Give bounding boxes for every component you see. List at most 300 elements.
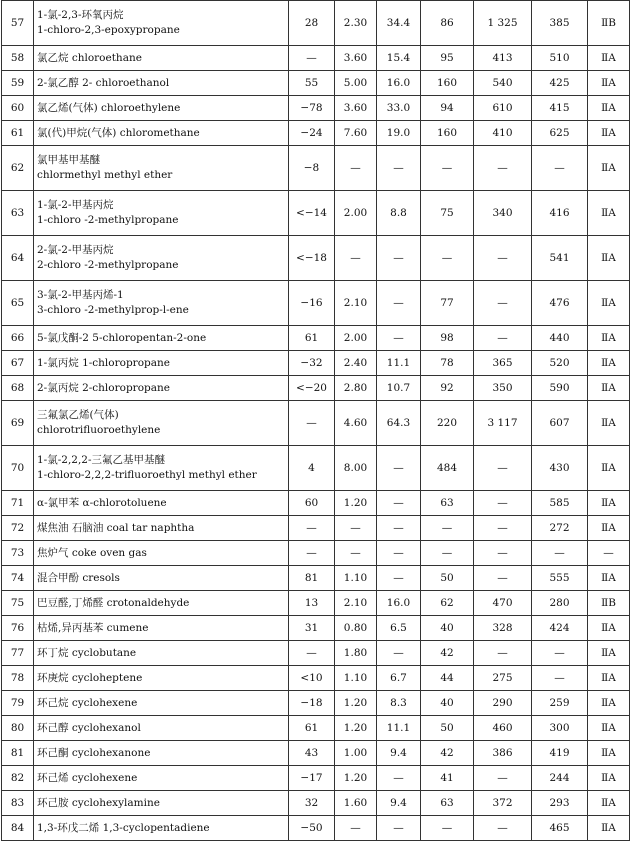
- upper-limit-cell: —: [377, 641, 421, 666]
- flash-point-cell: 13: [289, 591, 335, 616]
- flash-point-cell: 4: [289, 446, 335, 491]
- table-row: [2, 491, 630, 516]
- substance-name-cell: [34, 376, 289, 401]
- substance-name-cell: [34, 281, 289, 326]
- upper-limit-cell: —: [377, 766, 421, 791]
- group-class-cell: ⅡA: [588, 236, 630, 281]
- lower-density-cell: 50: [421, 716, 474, 741]
- lower-density-cell: 95: [421, 46, 474, 71]
- lower-density-cell: 41: [421, 766, 474, 791]
- ignition-temp-cell: 510: [532, 46, 588, 71]
- lower-density-cell: 40: [421, 691, 474, 716]
- lower-limit-cell: 2.30: [335, 1, 377, 46]
- group-class-cell: ⅡA: [588, 96, 630, 121]
- substance-name-line: 2-氯-2-甲基丙烷: [37, 244, 114, 256]
- upper-density-cell: 413: [474, 46, 532, 71]
- substance-english-name-line: 1-chloro-2,2,2-trifluoroethyl methyl ether: [37, 469, 257, 481]
- row-number-cell: 66: [2, 326, 34, 351]
- lower-density-cell: 98: [421, 326, 474, 351]
- ignition-temp-cell: 425: [532, 71, 588, 96]
- lower-limit-cell: 1.60: [335, 791, 377, 816]
- substance-name-line: 枯烯,异丙基苯 cumene: [37, 621, 149, 634]
- lower-limit-cell: 2.10: [335, 281, 377, 326]
- group-class-cell: ⅡA: [588, 351, 630, 376]
- lower-limit-cell: 8.00: [335, 446, 377, 491]
- upper-limit-cell: —: [377, 541, 421, 566]
- row-number-cell: 57: [2, 1, 34, 46]
- flash-point-cell: 61: [289, 326, 335, 351]
- substance-name-cell: [34, 191, 289, 236]
- substance-name-cell: [34, 236, 289, 281]
- ignition-temp-cell: 416: [532, 191, 588, 236]
- group-class-cell: ⅡA: [588, 326, 630, 351]
- group-class-cell: ⅡA: [588, 691, 630, 716]
- lower-density-cell: 92: [421, 376, 474, 401]
- row-number-cell: 62: [2, 146, 34, 191]
- upper-density-cell: 328: [474, 616, 532, 641]
- substance-name-cell: [34, 71, 289, 96]
- substance-name-line: 混合甲酚 cresols: [37, 571, 120, 584]
- upper-density-cell: —: [474, 816, 532, 841]
- upper-density-cell: 340: [474, 191, 532, 236]
- row-number-cell: 75: [2, 591, 34, 616]
- ignition-temp-cell: 419: [532, 741, 588, 766]
- table-row: [2, 191, 630, 236]
- substance-name-cell: [34, 566, 289, 591]
- substance-name-cell: [34, 146, 289, 191]
- substance-english-name-line: 3-chloro -2-methylprop-l-ene: [37, 304, 189, 316]
- lower-density-cell: 160: [421, 71, 474, 96]
- upper-density-cell: 610: [474, 96, 532, 121]
- lower-limit-cell: 3.60: [335, 96, 377, 121]
- upper-limit-cell: 11.1: [377, 716, 421, 741]
- lower-limit-cell: —: [335, 816, 377, 841]
- row-number-cell: 65: [2, 281, 34, 326]
- group-class-cell: ⅡA: [588, 376, 630, 401]
- row-number-cell: 81: [2, 741, 34, 766]
- substance-name-line: 1-氯丙烷 1-chloropropane: [37, 356, 170, 369]
- ignition-temp-cell: 244: [532, 766, 588, 791]
- flash-point-cell: −32: [289, 351, 335, 376]
- group-class-cell: ⅡB: [588, 1, 630, 46]
- substance-name-cell: [34, 46, 289, 71]
- flash-point-cell: —: [289, 401, 335, 446]
- row-number-cell: 67: [2, 351, 34, 376]
- table-row: [2, 816, 630, 841]
- substance-name-cell: [34, 691, 289, 716]
- table-row: [2, 716, 630, 741]
- upper-density-cell: 410: [474, 121, 532, 146]
- table-row: [2, 121, 630, 146]
- substance-name-cell: [34, 716, 289, 741]
- flash-point-cell: <−18: [289, 236, 335, 281]
- lower-limit-cell: 2.10: [335, 591, 377, 616]
- upper-density-cell: 350: [474, 376, 532, 401]
- ignition-temp-cell: —: [532, 541, 588, 566]
- substance-english-name-line: 2-chloro -2-methylpropane: [37, 259, 179, 271]
- table-row: [2, 766, 630, 791]
- table-row: [2, 236, 630, 281]
- substance-name-cell: [34, 401, 289, 446]
- substance-name-line: 氯(代)甲烷(气体) chloromethane: [37, 126, 200, 139]
- upper-density-cell: 1 325: [474, 1, 532, 46]
- lower-limit-cell: 0.80: [335, 616, 377, 641]
- ignition-temp-cell: 272: [532, 516, 588, 541]
- lower-limit-cell: 1.00: [335, 741, 377, 766]
- substance-name-cell: [34, 96, 289, 121]
- group-class-cell: ⅡA: [588, 71, 630, 96]
- upper-limit-cell: —: [377, 446, 421, 491]
- table-row: [2, 666, 630, 691]
- ignition-temp-cell: 385: [532, 1, 588, 46]
- chemical-properties-table: [1, 0, 630, 841]
- upper-density-cell: —: [474, 641, 532, 666]
- upper-density-cell: —: [474, 281, 532, 326]
- lower-density-cell: 94: [421, 96, 474, 121]
- substance-name-line: 环丁烷 cyclobutane: [37, 646, 137, 659]
- ignition-temp-cell: 415: [532, 96, 588, 121]
- upper-density-cell: 290: [474, 691, 532, 716]
- ignition-temp-cell: 585: [532, 491, 588, 516]
- lower-density-cell: —: [421, 516, 474, 541]
- substance-name-line: 5-氯戊酮-2 5-chloropentan-2-one: [37, 331, 207, 344]
- upper-limit-cell: —: [377, 236, 421, 281]
- lower-limit-cell: —: [335, 516, 377, 541]
- substance-name-line: 三氟氯乙烯(气体): [37, 409, 119, 421]
- group-class-cell: ⅡA: [588, 46, 630, 71]
- upper-density-cell: 460: [474, 716, 532, 741]
- substance-name-line: 焦炉气 coke oven gas: [37, 546, 147, 559]
- ignition-temp-cell: 625: [532, 121, 588, 146]
- lower-density-cell: 160: [421, 121, 474, 146]
- group-class-cell: ⅡA: [588, 741, 630, 766]
- substance-name-cell: [34, 591, 289, 616]
- table-row: [2, 326, 630, 351]
- lower-limit-cell: 1.20: [335, 766, 377, 791]
- table-row: [2, 741, 630, 766]
- lower-density-cell: 42: [421, 741, 474, 766]
- flash-point-cell: <−20: [289, 376, 335, 401]
- ignition-temp-cell: 465: [532, 816, 588, 841]
- table-row: [2, 791, 630, 816]
- lower-limit-cell: 1.10: [335, 566, 377, 591]
- group-class-cell: ⅡA: [588, 281, 630, 326]
- lower-density-cell: 220: [421, 401, 474, 446]
- ignition-temp-cell: 430: [532, 446, 588, 491]
- upper-density-cell: 372: [474, 791, 532, 816]
- ignition-temp-cell: 300: [532, 716, 588, 741]
- row-number-cell: 77: [2, 641, 34, 666]
- substance-name-line: 氯乙烷 chloroethane: [37, 51, 142, 64]
- group-class-cell: ⅡA: [588, 716, 630, 741]
- group-class-cell: ⅡA: [588, 121, 630, 146]
- row-number-cell: 61: [2, 121, 34, 146]
- table-row: [2, 566, 630, 591]
- lower-density-cell: —: [421, 236, 474, 281]
- table-row: [2, 46, 630, 71]
- row-number-cell: 64: [2, 236, 34, 281]
- ignition-temp-cell: 590: [532, 376, 588, 401]
- upper-limit-cell: 10.7: [377, 376, 421, 401]
- lower-density-cell: 75: [421, 191, 474, 236]
- lower-limit-cell: 2.80: [335, 376, 377, 401]
- upper-limit-cell: —: [377, 146, 421, 191]
- lower-limit-cell: 1.20: [335, 716, 377, 741]
- substance-name-line: 3-氯-2-甲基丙烯-1: [37, 289, 124, 301]
- flash-point-cell: −78: [289, 96, 335, 121]
- group-class-cell: ⅡA: [588, 446, 630, 491]
- substance-name-cell: [34, 766, 289, 791]
- row-number-cell: 69: [2, 401, 34, 446]
- lower-density-cell: 63: [421, 491, 474, 516]
- group-class-cell: ⅡA: [588, 566, 630, 591]
- table-row: [2, 401, 630, 446]
- substance-english-name-line: chlormethyl methyl ether: [37, 169, 173, 181]
- ignition-temp-cell: —: [532, 666, 588, 691]
- upper-limit-cell: 6.5: [377, 616, 421, 641]
- substance-name-line: 煤焦油 石脑油 coal tar naphtha: [37, 521, 195, 534]
- row-number-cell: 83: [2, 791, 34, 816]
- substance-name-line: 环己醇 cyclohexanol: [37, 721, 141, 734]
- substance-name-line: 巴豆醛,丁烯醛 crotonaldehyde: [37, 596, 190, 609]
- upper-limit-cell: —: [377, 281, 421, 326]
- table-row: [2, 376, 630, 401]
- table-row: [2, 1, 630, 46]
- group-class-cell: ⅡA: [588, 191, 630, 236]
- table-row: [2, 541, 630, 566]
- lower-density-cell: —: [421, 541, 474, 566]
- row-number-cell: 82: [2, 766, 34, 791]
- flash-point-cell: 31: [289, 616, 335, 641]
- substance-name-line: 环己烯 cyclohexene: [37, 771, 138, 784]
- upper-limit-cell: 15.4: [377, 46, 421, 71]
- flash-point-cell: −24: [289, 121, 335, 146]
- upper-density-cell: —: [474, 491, 532, 516]
- substance-name-line: 1-氯-2,3-环氧丙烷: [37, 9, 124, 21]
- ignition-temp-cell: —: [532, 146, 588, 191]
- lower-density-cell: —: [421, 816, 474, 841]
- row-number-cell: 70: [2, 446, 34, 491]
- lower-limit-cell: 2.40: [335, 351, 377, 376]
- substance-name-line: 1-氯-2,2,2-三氟乙基甲基醚: [37, 454, 166, 466]
- substance-english-name-line: 1-chloro -2-methylpropane: [37, 214, 179, 226]
- upper-limit-cell: —: [377, 516, 421, 541]
- substance-name-cell: [34, 326, 289, 351]
- ignition-temp-cell: 293: [532, 791, 588, 816]
- substance-english-name-line: chlorotrifluoroethylene: [37, 424, 161, 436]
- upper-limit-cell: 8.8: [377, 191, 421, 236]
- table-body: [2, 1, 630, 841]
- group-class-cell: ⅡA: [588, 401, 630, 446]
- substance-name-cell: [34, 791, 289, 816]
- upper-limit-cell: 6.7: [377, 666, 421, 691]
- ignition-temp-cell: 440: [532, 326, 588, 351]
- row-number-cell: 68: [2, 376, 34, 401]
- substance-name-cell: [34, 641, 289, 666]
- substance-name-line: 1,3-环戊二烯 1,3-cyclopentadiene: [37, 821, 210, 834]
- upper-limit-cell: 16.0: [377, 591, 421, 616]
- upper-limit-cell: 19.0: [377, 121, 421, 146]
- flash-point-cell: <10: [289, 666, 335, 691]
- lower-density-cell: 77: [421, 281, 474, 326]
- upper-density-cell: 386: [474, 741, 532, 766]
- group-class-cell: ⅡB: [588, 591, 630, 616]
- lower-limit-cell: 3.60: [335, 46, 377, 71]
- lower-density-cell: —: [421, 146, 474, 191]
- row-number-cell: 72: [2, 516, 34, 541]
- flash-point-cell: —: [289, 541, 335, 566]
- ignition-temp-cell: 555: [532, 566, 588, 591]
- table-row: [2, 446, 630, 491]
- row-number-cell: 79: [2, 691, 34, 716]
- table-row: [2, 616, 630, 641]
- lower-density-cell: 86: [421, 1, 474, 46]
- row-number-cell: 60: [2, 96, 34, 121]
- upper-density-cell: —: [474, 146, 532, 191]
- lower-density-cell: 42: [421, 641, 474, 666]
- table-row: [2, 516, 630, 541]
- substance-name-line: 环己烷 cyclohexene: [37, 696, 138, 709]
- substance-name-line: 氯甲基甲基醚: [37, 154, 100, 166]
- upper-density-cell: 540: [474, 71, 532, 96]
- upper-limit-cell: —: [377, 491, 421, 516]
- ignition-temp-cell: 259: [532, 691, 588, 716]
- flash-point-cell: —: [289, 641, 335, 666]
- lower-limit-cell: 4.60: [335, 401, 377, 446]
- flash-point-cell: 28: [289, 1, 335, 46]
- substance-name-line: 环庚烷 cycloheptene: [37, 671, 143, 684]
- lower-limit-cell: 1.10: [335, 666, 377, 691]
- substance-english-name-line: 1-chloro-2,3-epoxypropane: [37, 24, 180, 36]
- row-number-cell: 78: [2, 666, 34, 691]
- lower-limit-cell: 1.20: [335, 691, 377, 716]
- upper-limit-cell: —: [377, 326, 421, 351]
- substance-name-cell: [34, 741, 289, 766]
- flash-point-cell: 32: [289, 791, 335, 816]
- upper-limit-cell: 64.3: [377, 401, 421, 446]
- ignition-temp-cell: 520: [532, 351, 588, 376]
- substance-name-line: 1-氯-2-甲基丙烷: [37, 199, 114, 211]
- substance-name-cell: [34, 666, 289, 691]
- table-row: [2, 691, 630, 716]
- substance-name-cell: [34, 1, 289, 46]
- row-number-cell: 58: [2, 46, 34, 71]
- group-class-cell: ⅡA: [588, 666, 630, 691]
- upper-density-cell: 470: [474, 591, 532, 616]
- lower-limit-cell: 2.00: [335, 191, 377, 236]
- substance-name-line: α-氯甲苯 α-chlorotoluene: [37, 496, 167, 509]
- lower-limit-cell: 1.20: [335, 491, 377, 516]
- table-row: [2, 146, 630, 191]
- upper-limit-cell: 11.1: [377, 351, 421, 376]
- row-number-cell: 84: [2, 816, 34, 841]
- substance-name-cell: [34, 816, 289, 841]
- flash-point-cell: <−14: [289, 191, 335, 236]
- upper-density-cell: 3 117: [474, 401, 532, 446]
- lower-limit-cell: —: [335, 146, 377, 191]
- lower-density-cell: 40: [421, 616, 474, 641]
- ignition-temp-cell: 280: [532, 591, 588, 616]
- group-class-cell: ⅡA: [588, 816, 630, 841]
- lower-limit-cell: 2.00: [335, 326, 377, 351]
- table-row: [2, 71, 630, 96]
- group-class-cell: ⅡA: [588, 791, 630, 816]
- upper-density-cell: —: [474, 541, 532, 566]
- lower-limit-cell: —: [335, 236, 377, 281]
- substance-name-cell: [34, 516, 289, 541]
- upper-density-cell: —: [474, 566, 532, 591]
- lower-density-cell: 63: [421, 791, 474, 816]
- flash-point-cell: 81: [289, 566, 335, 591]
- substance-name-cell: [34, 446, 289, 491]
- lower-limit-cell: —: [335, 541, 377, 566]
- flash-point-cell: 61: [289, 716, 335, 741]
- lower-limit-cell: 7.60: [335, 121, 377, 146]
- ignition-temp-cell: 476: [532, 281, 588, 326]
- upper-limit-cell: 33.0: [377, 96, 421, 121]
- upper-limit-cell: 16.0: [377, 71, 421, 96]
- upper-limit-cell: 9.4: [377, 741, 421, 766]
- substance-name-cell: [34, 616, 289, 641]
- upper-limit-cell: 9.4: [377, 791, 421, 816]
- lower-density-cell: 50: [421, 566, 474, 591]
- substance-name-cell: [34, 121, 289, 146]
- table-row: [2, 641, 630, 666]
- ignition-temp-cell: 424: [532, 616, 588, 641]
- row-number-cell: 74: [2, 566, 34, 591]
- lower-limit-cell: 5.00: [335, 71, 377, 96]
- row-number-cell: 76: [2, 616, 34, 641]
- flash-point-cell: —: [289, 516, 335, 541]
- upper-limit-cell: 8.3: [377, 691, 421, 716]
- table-row: [2, 591, 630, 616]
- upper-limit-cell: —: [377, 816, 421, 841]
- flash-point-cell: 55: [289, 71, 335, 96]
- upper-density-cell: 365: [474, 351, 532, 376]
- flash-point-cell: −16: [289, 281, 335, 326]
- flash-point-cell: −50: [289, 816, 335, 841]
- substance-name-line: 2-氯丙烷 2-chloropropane: [37, 381, 170, 394]
- flash-point-cell: −18: [289, 691, 335, 716]
- ignition-temp-cell: 541: [532, 236, 588, 281]
- substance-name-cell: [34, 351, 289, 376]
- ignition-temp-cell: 607: [532, 401, 588, 446]
- lower-density-cell: 484: [421, 446, 474, 491]
- lower-density-cell: 62: [421, 591, 474, 616]
- substance-name-line: 氯乙烯(气体) chloroethylene: [37, 101, 181, 114]
- table-row: [2, 351, 630, 376]
- lower-limit-cell: 1.80: [335, 641, 377, 666]
- group-class-cell: ⅡA: [588, 516, 630, 541]
- upper-density-cell: 275: [474, 666, 532, 691]
- flash-point-cell: −8: [289, 146, 335, 191]
- substance-name-cell: [34, 541, 289, 566]
- upper-density-cell: —: [474, 516, 532, 541]
- row-number-cell: 71: [2, 491, 34, 516]
- upper-limit-cell: —: [377, 566, 421, 591]
- row-number-cell: 59: [2, 71, 34, 96]
- row-number-cell: 73: [2, 541, 34, 566]
- lower-density-cell: 44: [421, 666, 474, 691]
- substance-name-line: 2-氯乙醇 2- chloroethanol: [37, 76, 170, 89]
- lower-density-cell: 78: [421, 351, 474, 376]
- table-row: [2, 281, 630, 326]
- upper-density-cell: —: [474, 236, 532, 281]
- table-row: [2, 96, 630, 121]
- group-class-cell: ⅡA: [588, 641, 630, 666]
- row-number-cell: 63: [2, 191, 34, 236]
- flash-point-cell: −17: [289, 766, 335, 791]
